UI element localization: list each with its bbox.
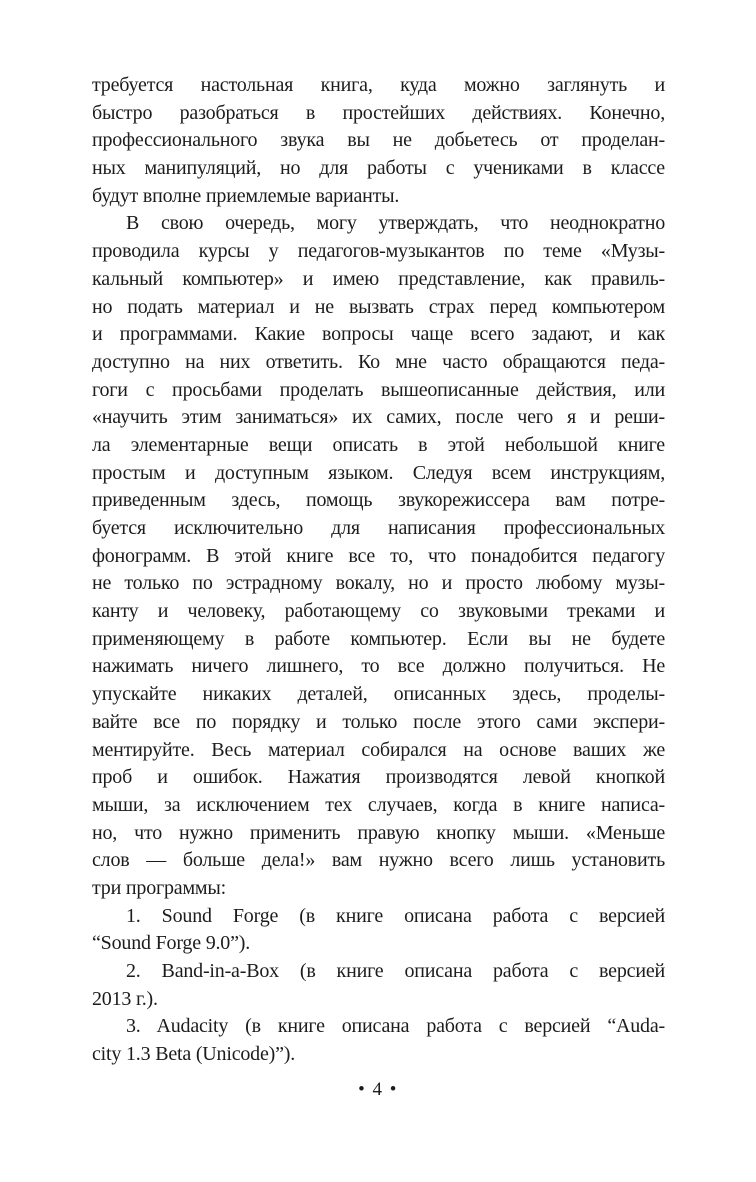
text-line: гоги с просьбами проделать вышеописанные действия, или: [92, 378, 665, 401]
text-line: проб и ошибок. Нажатия производятся левой кнопкой: [92, 766, 665, 789]
page-number: • 4 •: [358, 1079, 398, 1100]
text-line: упускайте никаких деталей, описанных здесь, проделы-: [92, 683, 665, 706]
text-line: фонограмм. В этой книге все то, что понадобится педагогу: [92, 544, 665, 567]
text-line: буется исключительно для написания профессиональных: [92, 517, 665, 539]
text-line: кальный компьютер» и имею представление, как правиль-: [92, 267, 665, 290]
paragraph: [92, 958, 665, 1013]
text-line: 2. Band-in-a-Box (в книге описана работа с версией: [126, 960, 665, 982]
text-line: мыши, за исключением тех случаев, когда в книге написа-: [92, 793, 665, 816]
text-line: но, что нужно применить правую кнопку мыши. «Меньше: [92, 821, 665, 844]
text-line: city 1.3 Beta (Unicode)”).: [92, 1043, 296, 1066]
text-line: применяющему в работе компьютер. Если вы не будете: [92, 627, 665, 650]
text-line: требуется настольная книга, куда можно заглянуть и: [92, 74, 665, 96]
paragraph: [92, 210, 665, 902]
text-line: вайте все по порядку и только после этого сами экспери-: [92, 710, 665, 733]
text-line: проводила курсы у педагогов-музыкантов по теме «Музы-: [92, 240, 665, 263]
text-line: и программами. Какие вопросы чаще всего задают, и как: [92, 323, 665, 346]
paragraph: [92, 1013, 665, 1068]
text-line: 1. Sound Forge (в книге описана работа с версией: [126, 904, 665, 927]
text-line: три программы:: [92, 876, 226, 899]
paragraph: [92, 72, 665, 210]
text-line: ных манипуляций, но для работы с учениками в классе: [92, 157, 665, 180]
text-line: приведенным здесь, помощь звукорежиссера вам потре-: [92, 489, 665, 512]
text-line: доступно на них ответить. Ко мне часто обращаются педа-: [92, 350, 665, 373]
text-line: 3. Audacity (в книге описана работа с версией “Auda-: [126, 1015, 665, 1038]
text-block: [92, 72, 665, 1069]
text-line: быстро разобраться в простейших действиях. Конечно,: [92, 101, 665, 124]
text-line: слов — больше дела!» вам нужно всего лишь установить: [92, 849, 665, 872]
text-line: 2013 г.).: [92, 987, 158, 1010]
text-line: «научить этим заниматься» их самих, после чего я и реши-: [92, 406, 665, 429]
text-line: но подать материал и не вызвать страх перед компьютером: [92, 295, 665, 318]
text-line: канту и человеку, работающему со звуковыми треками и: [92, 600, 665, 623]
text-line: будут вполне приемлемые варианты.: [92, 184, 400, 207]
text-line: не только по эстрадному вокалу, но и просто любому музы-: [92, 572, 665, 595]
text-line: “Sound Forge 9.0”).: [92, 932, 251, 955]
text-line: простым и доступным языком. Следуя всем инструкциям,: [92, 461, 665, 484]
text-line: профессионального звука вы не добьетесь от проделан-: [92, 129, 665, 152]
text-line: ла элементарные вещи описать в этой небольшой книге: [92, 433, 665, 456]
text-line: нажимать ничего лишнего, то все должно получиться. Не: [92, 655, 665, 678]
text-line: В свою очередь, могу утверждать, что неоднократно: [126, 212, 665, 235]
text-line: ментируйте. Весь материал собирался на основе ваших же: [92, 738, 665, 761]
paragraph: [92, 903, 665, 958]
